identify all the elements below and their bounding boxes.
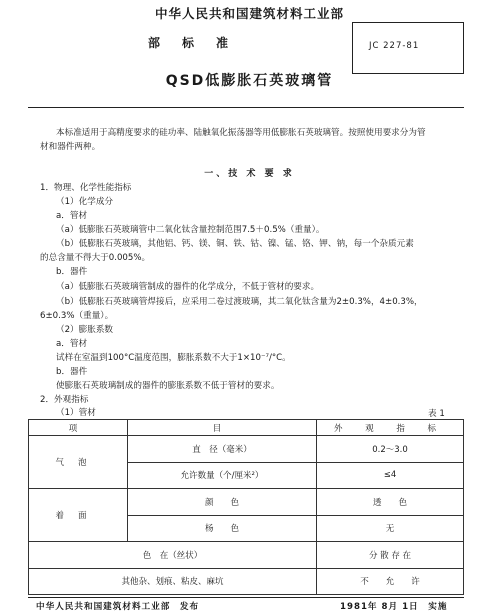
row-item: 颜 色 bbox=[128, 489, 317, 516]
row-item: 允许数量（个/厘米²） bbox=[128, 462, 317, 489]
text-line: （1）管材 bbox=[56, 408, 96, 418]
table-label: 表 1 bbox=[428, 409, 445, 419]
row-item: 色 在（丝状） bbox=[29, 542, 317, 569]
row-group-label: 着面 bbox=[29, 489, 128, 542]
text-line: 使膨胀石英玻璃制成的器件的膨胀系数不低于管材的要求。 bbox=[56, 381, 280, 391]
row-item: 其他杂、划痕、粘皮、麻坑 bbox=[29, 568, 317, 595]
row-group-label: 气泡 bbox=[29, 436, 128, 489]
standard-code-box bbox=[352, 22, 464, 74]
row-item: 杨 色 bbox=[128, 515, 317, 542]
text-line: 试样在室温到100°C温度范围，膨胀系数不大于1×10⁻⁷/°C。 bbox=[56, 353, 291, 363]
standard-code: JC 227-81 bbox=[369, 41, 420, 51]
text-line: （b）低膨胀石英玻璃，其他铝、钙、镁、铜、铁、钴、镍、锰、铬、钾、钠，每一个杂质元素 bbox=[56, 239, 414, 249]
row-value: 无 bbox=[317, 515, 464, 542]
ministry-name: 中华人民共和国建筑材料工业部 bbox=[154, 6, 344, 21]
row-value: 0.2～3.0 bbox=[317, 436, 464, 463]
table-row bbox=[29, 568, 464, 595]
text-line: （b）低膨胀石英玻璃管焊接后，应采用二卷过渡玻璃，其二氧化钛含量为2±0.3%，4±0.3%， bbox=[56, 297, 423, 307]
text-line: （2）膨胀系数 bbox=[56, 325, 114, 335]
standard-type: 部标准 bbox=[148, 36, 251, 50]
row-value: 不 允 许 bbox=[317, 568, 464, 595]
section-heading: 一、技 术 要 求 bbox=[204, 169, 295, 179]
table-header-cell: 外 观 指 标 bbox=[317, 420, 464, 436]
text-line: 6±0.3%（重量）。 bbox=[40, 311, 114, 321]
row-value: ≤4 bbox=[317, 462, 464, 489]
issuer-text: 中华人民共和国建筑材料工业部 发布 bbox=[36, 602, 200, 612]
text-line: b．器件 bbox=[56, 367, 88, 377]
text-line: （1）化学成分 bbox=[56, 197, 114, 207]
text-line: a．管材 bbox=[56, 211, 88, 221]
scope-line-2: 材和器件两种。 bbox=[40, 142, 101, 152]
text-line: b．器件 bbox=[56, 267, 88, 277]
row-item: 直 径（毫米） bbox=[128, 436, 317, 463]
text-line: 的总含量不得大于0.005%。 bbox=[40, 253, 151, 263]
text-line: （a）低膨胀石英玻璃管中二氧化钛含量控制范围7.5＋0.5%（重量）。 bbox=[56, 225, 325, 235]
appearance-spec-table bbox=[28, 419, 464, 595]
effective-date: 1981年 8月 1日 实施 bbox=[340, 602, 448, 612]
row-value: 透 色 bbox=[317, 489, 464, 516]
footer-divider bbox=[28, 597, 464, 598]
header-divider bbox=[28, 107, 464, 108]
scope-line-1: 本标准适用于高精度要求的硅功率、陆触氧化振荡器等用低膨胀石英玻璃管。按照使用要求分为管 bbox=[56, 128, 426, 138]
row-value: 分 散 存 在 bbox=[317, 542, 464, 569]
table-row bbox=[29, 542, 464, 569]
text-line: 1．物理、化学性能指标 bbox=[40, 183, 132, 193]
text-line: 2．外观指标 bbox=[40, 395, 89, 405]
text-line: a．管材 bbox=[56, 339, 88, 349]
table-row bbox=[29, 489, 464, 516]
table-header-cell: 项 bbox=[29, 420, 128, 436]
document-title: QSD低膨胀石英玻璃管 bbox=[165, 73, 334, 89]
table-row bbox=[29, 436, 464, 463]
text-line: （a）低膨胀石英玻璃管制成的器件的化学成分，不低于管材的要求。 bbox=[56, 282, 320, 292]
table-header-row bbox=[29, 420, 464, 436]
table-header-cell: 目 bbox=[128, 420, 317, 436]
